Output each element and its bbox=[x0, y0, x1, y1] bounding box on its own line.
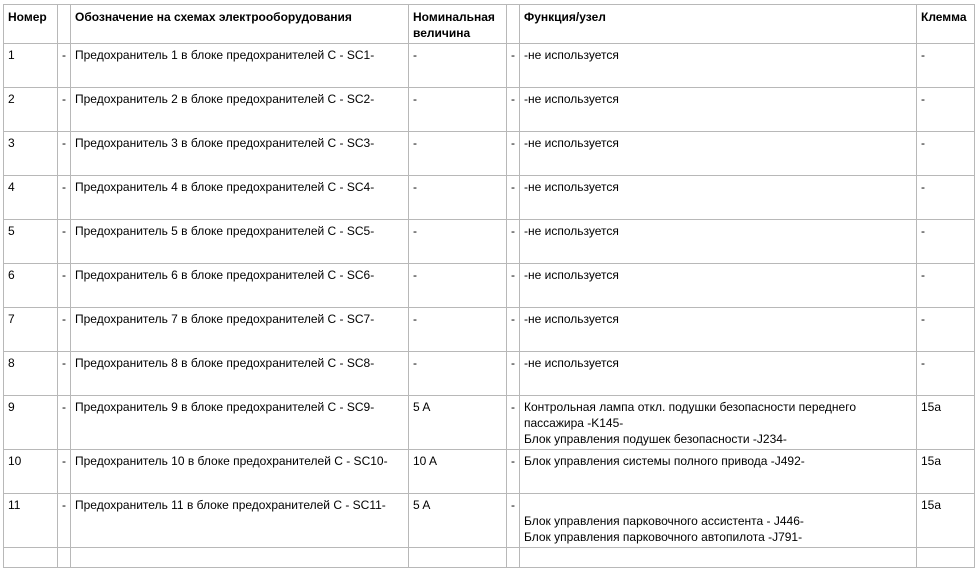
cell-dash: - bbox=[507, 132, 520, 176]
cell-rating: - bbox=[409, 132, 507, 176]
cell-function bbox=[520, 220, 917, 264]
cell-rating: - bbox=[409, 264, 507, 308]
function-line: -не используется bbox=[524, 224, 619, 238]
cell-rating: 5 A bbox=[409, 494, 507, 548]
header-spacer bbox=[58, 5, 71, 44]
cell-rating: 5 A bbox=[409, 396, 507, 450]
cell-dash: - bbox=[58, 494, 71, 548]
cell-dash: - bbox=[58, 352, 71, 396]
cell-function bbox=[520, 308, 917, 352]
cell-designation: Предохранитель 2 в блоке предохранителей C - SC2- bbox=[71, 88, 409, 132]
table-body bbox=[4, 44, 975, 568]
cell-number: 9 bbox=[4, 396, 58, 450]
cell-designation: Предохранитель 9 в блоке предохранителей C - SC9- bbox=[71, 396, 409, 450]
empty-cell bbox=[409, 548, 507, 568]
cell-terminal: - bbox=[917, 352, 975, 396]
cell-dash: - bbox=[507, 88, 520, 132]
cell-number: 2 bbox=[4, 88, 58, 132]
table-row bbox=[4, 176, 975, 220]
cell-terminal: - bbox=[917, 264, 975, 308]
table-row bbox=[4, 44, 975, 88]
cell-dash: - bbox=[507, 220, 520, 264]
cell-function bbox=[520, 132, 917, 176]
cell-dash: - bbox=[507, 176, 520, 220]
cell-terminal: - bbox=[917, 132, 975, 176]
function-line: Блок управления системы полного привода -J492- bbox=[524, 454, 805, 468]
table-row bbox=[4, 88, 975, 132]
function-line: Блок управления парковочного автопилота -J791- bbox=[524, 530, 803, 544]
cell-dash: - bbox=[58, 220, 71, 264]
cell-dash: - bbox=[58, 396, 71, 450]
table-row bbox=[4, 132, 975, 176]
cell-number: 11 bbox=[4, 494, 58, 548]
cell-dash: - bbox=[507, 396, 520, 450]
cell-dash: - bbox=[58, 132, 71, 176]
header-spacer bbox=[507, 5, 520, 44]
cell-rating: - bbox=[409, 44, 507, 88]
cell-function bbox=[520, 352, 917, 396]
table-row bbox=[4, 450, 975, 494]
cell-dash: - bbox=[507, 450, 520, 494]
cell-function bbox=[520, 44, 917, 88]
cell-dash: - bbox=[58, 450, 71, 494]
cell-dash: - bbox=[507, 308, 520, 352]
function-line bbox=[524, 497, 912, 513]
cell-designation: Предохранитель 6 в блоке предохранителей C - SC6- bbox=[71, 264, 409, 308]
cell-designation: Предохранитель 1 в блоке предохранителей C - SC1- bbox=[71, 44, 409, 88]
table-row bbox=[4, 352, 975, 396]
cell-dash: - bbox=[507, 494, 520, 548]
header-number: Номер bbox=[4, 5, 58, 44]
table-row bbox=[4, 264, 975, 308]
empty-cell bbox=[917, 548, 975, 568]
cell-dash: - bbox=[507, 352, 520, 396]
cell-rating: - bbox=[409, 88, 507, 132]
cell-terminal: - bbox=[917, 44, 975, 88]
cell-number: 6 bbox=[4, 264, 58, 308]
function-line: -не используется bbox=[524, 48, 619, 62]
cell-rating: - bbox=[409, 352, 507, 396]
cell-designation: Предохранитель 7 в блоке предохранителей C - SC7- bbox=[71, 308, 409, 352]
empty-cell bbox=[507, 548, 520, 568]
cell-designation: Предохранитель 3 в блоке предохранителей C - SC3- bbox=[71, 132, 409, 176]
cell-function bbox=[520, 494, 917, 548]
cell-number: 4 bbox=[4, 176, 58, 220]
table-row bbox=[4, 396, 975, 450]
cell-rating: - bbox=[409, 176, 507, 220]
function-line: Блок управления парковочного ассистента - J446- bbox=[524, 514, 804, 528]
cell-designation: Предохранитель 5 в блоке предохранителей C - SC5- bbox=[71, 220, 409, 264]
cell-designation: Предохранитель 8 в блоке предохранителей C - SC8- bbox=[71, 352, 409, 396]
function-line: -не используется bbox=[524, 356, 619, 370]
function-line: -не используется bbox=[524, 312, 619, 326]
function-line: -не используется bbox=[524, 268, 619, 282]
empty-cell bbox=[520, 548, 917, 568]
header-designation: Обозначение на схемах электрооборудования bbox=[71, 5, 409, 44]
table-row bbox=[4, 494, 975, 548]
cell-number: 7 bbox=[4, 308, 58, 352]
cell-number: 8 bbox=[4, 352, 58, 396]
cell-number: 10 bbox=[4, 450, 58, 494]
header-terminal: Клемма bbox=[917, 5, 975, 44]
header-rating: Номинальная величина bbox=[409, 5, 507, 44]
cell-terminal: - bbox=[917, 88, 975, 132]
cell-designation: Предохранитель 11 в блоке предохранителей C - SC11- bbox=[71, 494, 409, 548]
cell-function bbox=[520, 396, 917, 450]
cell-number: 1 bbox=[4, 44, 58, 88]
table-row bbox=[4, 220, 975, 264]
cell-rating: - bbox=[409, 308, 507, 352]
table-row bbox=[4, 308, 975, 352]
cell-function bbox=[520, 264, 917, 308]
header-row bbox=[4, 5, 975, 44]
function-line: -не используется bbox=[524, 92, 619, 106]
function-line: -не используется bbox=[524, 180, 619, 194]
cell-dash: - bbox=[58, 44, 71, 88]
cell-terminal: 15a bbox=[917, 450, 975, 494]
function-line: Контрольная лампа откл. подушки безопасности переднего пассажира -K145- bbox=[524, 400, 857, 430]
function-line: Блок управления подушек безопасности -J234- bbox=[524, 432, 787, 446]
empty-cell bbox=[4, 548, 58, 568]
cell-dash: - bbox=[58, 308, 71, 352]
cell-terminal: - bbox=[917, 220, 975, 264]
cell-designation: Предохранитель 4 в блоке предохранителей C - SC4- bbox=[71, 176, 409, 220]
cell-designation: Предохранитель 10 в блоке предохранителей C - SC10- bbox=[71, 450, 409, 494]
cell-dash: - bbox=[58, 176, 71, 220]
function-line: -не используется bbox=[524, 136, 619, 150]
cell-dash: - bbox=[58, 88, 71, 132]
cell-rating: - bbox=[409, 220, 507, 264]
fuse-table bbox=[3, 4, 975, 568]
table-row-partial bbox=[4, 548, 975, 568]
empty-cell bbox=[71, 548, 409, 568]
cell-dash: - bbox=[58, 264, 71, 308]
cell-function bbox=[520, 450, 917, 494]
cell-number: 3 bbox=[4, 132, 58, 176]
header-function: Функция/узел bbox=[520, 5, 917, 44]
cell-terminal: - bbox=[917, 308, 975, 352]
cell-dash: - bbox=[507, 44, 520, 88]
cell-function bbox=[520, 176, 917, 220]
cell-number: 5 bbox=[4, 220, 58, 264]
cell-terminal: - bbox=[917, 176, 975, 220]
cell-function bbox=[520, 88, 917, 132]
empty-cell bbox=[58, 548, 71, 568]
cell-terminal: 15a bbox=[917, 396, 975, 450]
cell-dash: - bbox=[507, 264, 520, 308]
cell-terminal: 15a bbox=[917, 494, 975, 548]
cell-rating: 10 A bbox=[409, 450, 507, 494]
